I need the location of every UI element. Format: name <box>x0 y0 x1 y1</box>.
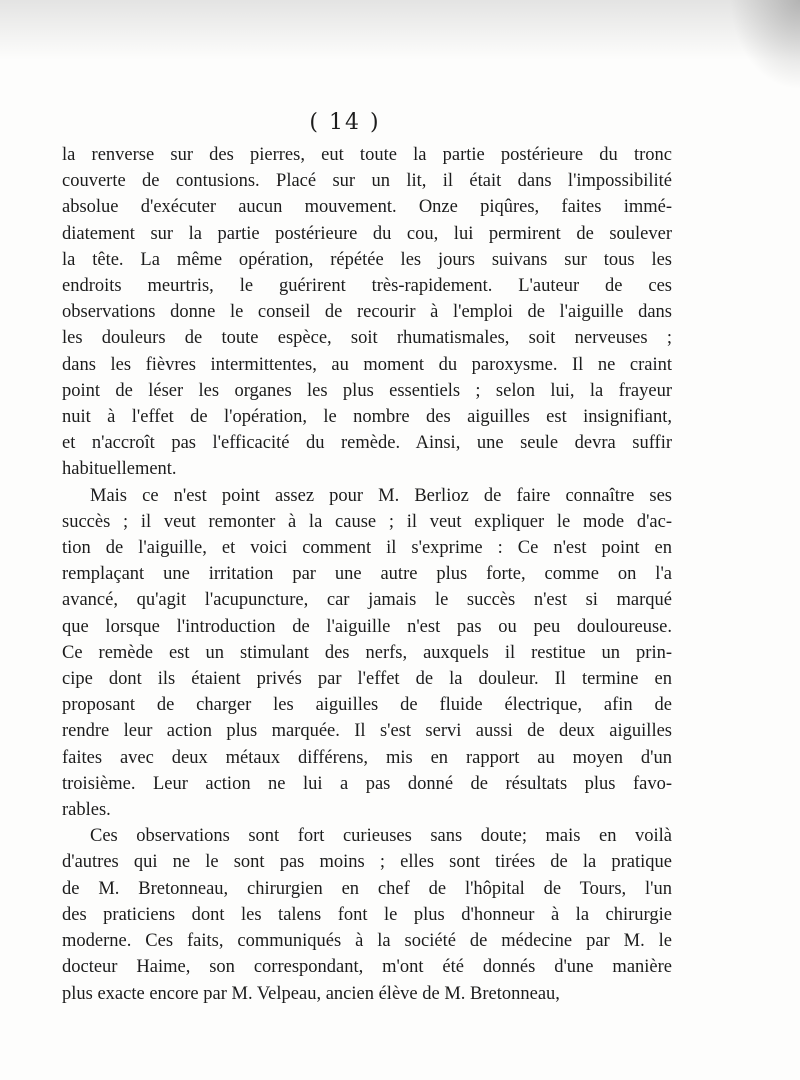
text-line: rendre leur action plus marquée. Il s'est servi aussi de deux aiguilles <box>62 721 672 742</box>
page-number: ( 14 ) <box>309 110 381 135</box>
text-line: de M. Bretonneau, chirurgien en chef de l'hôpital de Tours, l'un <box>62 878 672 899</box>
text-line: la tête. La même opération, répétée les jours suivans sur tous les <box>62 249 672 270</box>
text-line: endroits meurtris, le guérirent très-rapidement. L'auteur de ces <box>62 276 672 297</box>
text-line: les douleurs de toute espèce, soit rhumatismales, soit nerveuses ; <box>62 328 672 349</box>
text-line: proposant de charger les aiguilles de fluide électrique, afin de <box>62 695 672 716</box>
text-line: plus exacte encore par M. Velpeau, ancien élève de M. Bretonneau, <box>62 983 560 1004</box>
text-line: remplaçant une irritation par une autre plus forte, comme on l'a <box>62 564 672 585</box>
text-line: Ce remède est un stimulant des nerfs, auxquels il restitue un prin- <box>62 642 672 663</box>
text-line: dans les fièvres intermittentes, au moment du paroxysme. Il ne craint <box>62 354 672 375</box>
text-line: des praticiens dont les talens font le plus d'honneur à la chirurgie <box>62 904 672 925</box>
body-text <box>62 142 672 1007</box>
text-line: docteur Haime, son correspondant, m'ont été donnés d'une manière <box>62 957 672 978</box>
scan-shadow-corner <box>730 0 800 90</box>
text-line: tion de l'aiguille, et voici comment il s'exprime : Ce n'est point en <box>62 538 672 559</box>
text-line: troisième. Leur action ne lui a pas donné de résultats plus favo- <box>62 773 672 794</box>
text-line: avancé, qu'agit l'acupuncture, car jamais le succès n'est si marqué <box>62 590 672 611</box>
text-line: Mais ce n'est point assez pour M. Berlioz de faire connaître ses <box>90 485 672 506</box>
paragraph <box>62 142 672 483</box>
text-line: absolue d'exécuter aucun mouvement. Onze piqûres, faites immé- <box>62 197 672 218</box>
scan-shadow-top <box>0 0 800 60</box>
text-line: rables. <box>62 800 111 821</box>
text-line: succès ; il veut remonter à la cause ; il veut expliquer le mode d'ac- <box>62 511 672 532</box>
text-line: la renverse sur des pierres, eut toute la partie postérieure du tronc <box>62 145 672 165</box>
text-line: habituellement. <box>62 459 177 480</box>
text-line: cipe dont ils étaient privés par l'effet de la douleur. Il termine en <box>62 669 672 690</box>
text-line: point de léser les organes les plus essentiels ; selon lui, la frayeur <box>62 380 672 401</box>
text-line: que lorsque l'introduction de l'aiguille n'est pas ou peu douloureuse. <box>62 616 672 637</box>
text-line: moderne. Ces faits, communiqués à la société de médecine par M. le <box>62 931 672 952</box>
text-line: nuit à l'effet de l'opération, le nombre des aiguilles est insignifiant, <box>62 407 672 428</box>
text-line: Ces observations sont fort curieuses sans doute; mais en voilà <box>90 826 672 847</box>
paragraph <box>62 483 672 824</box>
text-line: observations donne le conseil de recourir à l'emploi de l'aiguille dans <box>62 302 672 323</box>
text-line: couverte de contusions. Placé sur un lit, il était dans l'impossibilité <box>62 171 672 192</box>
text-line: diatement sur la partie postérieure du cou, lui permirent de soulever <box>62 223 672 244</box>
text-line: faites avec deux métaux différens, mis en rapport au moyen d'un <box>62 747 672 768</box>
text-line: et n'accroît pas l'efficacité du remède. Ainsi, une seule devra suffir <box>62 433 672 454</box>
paragraph <box>62 823 672 1006</box>
text-line: d'autres qui ne le sont pas moins ; elles sont tirées de la pratique <box>62 852 672 873</box>
